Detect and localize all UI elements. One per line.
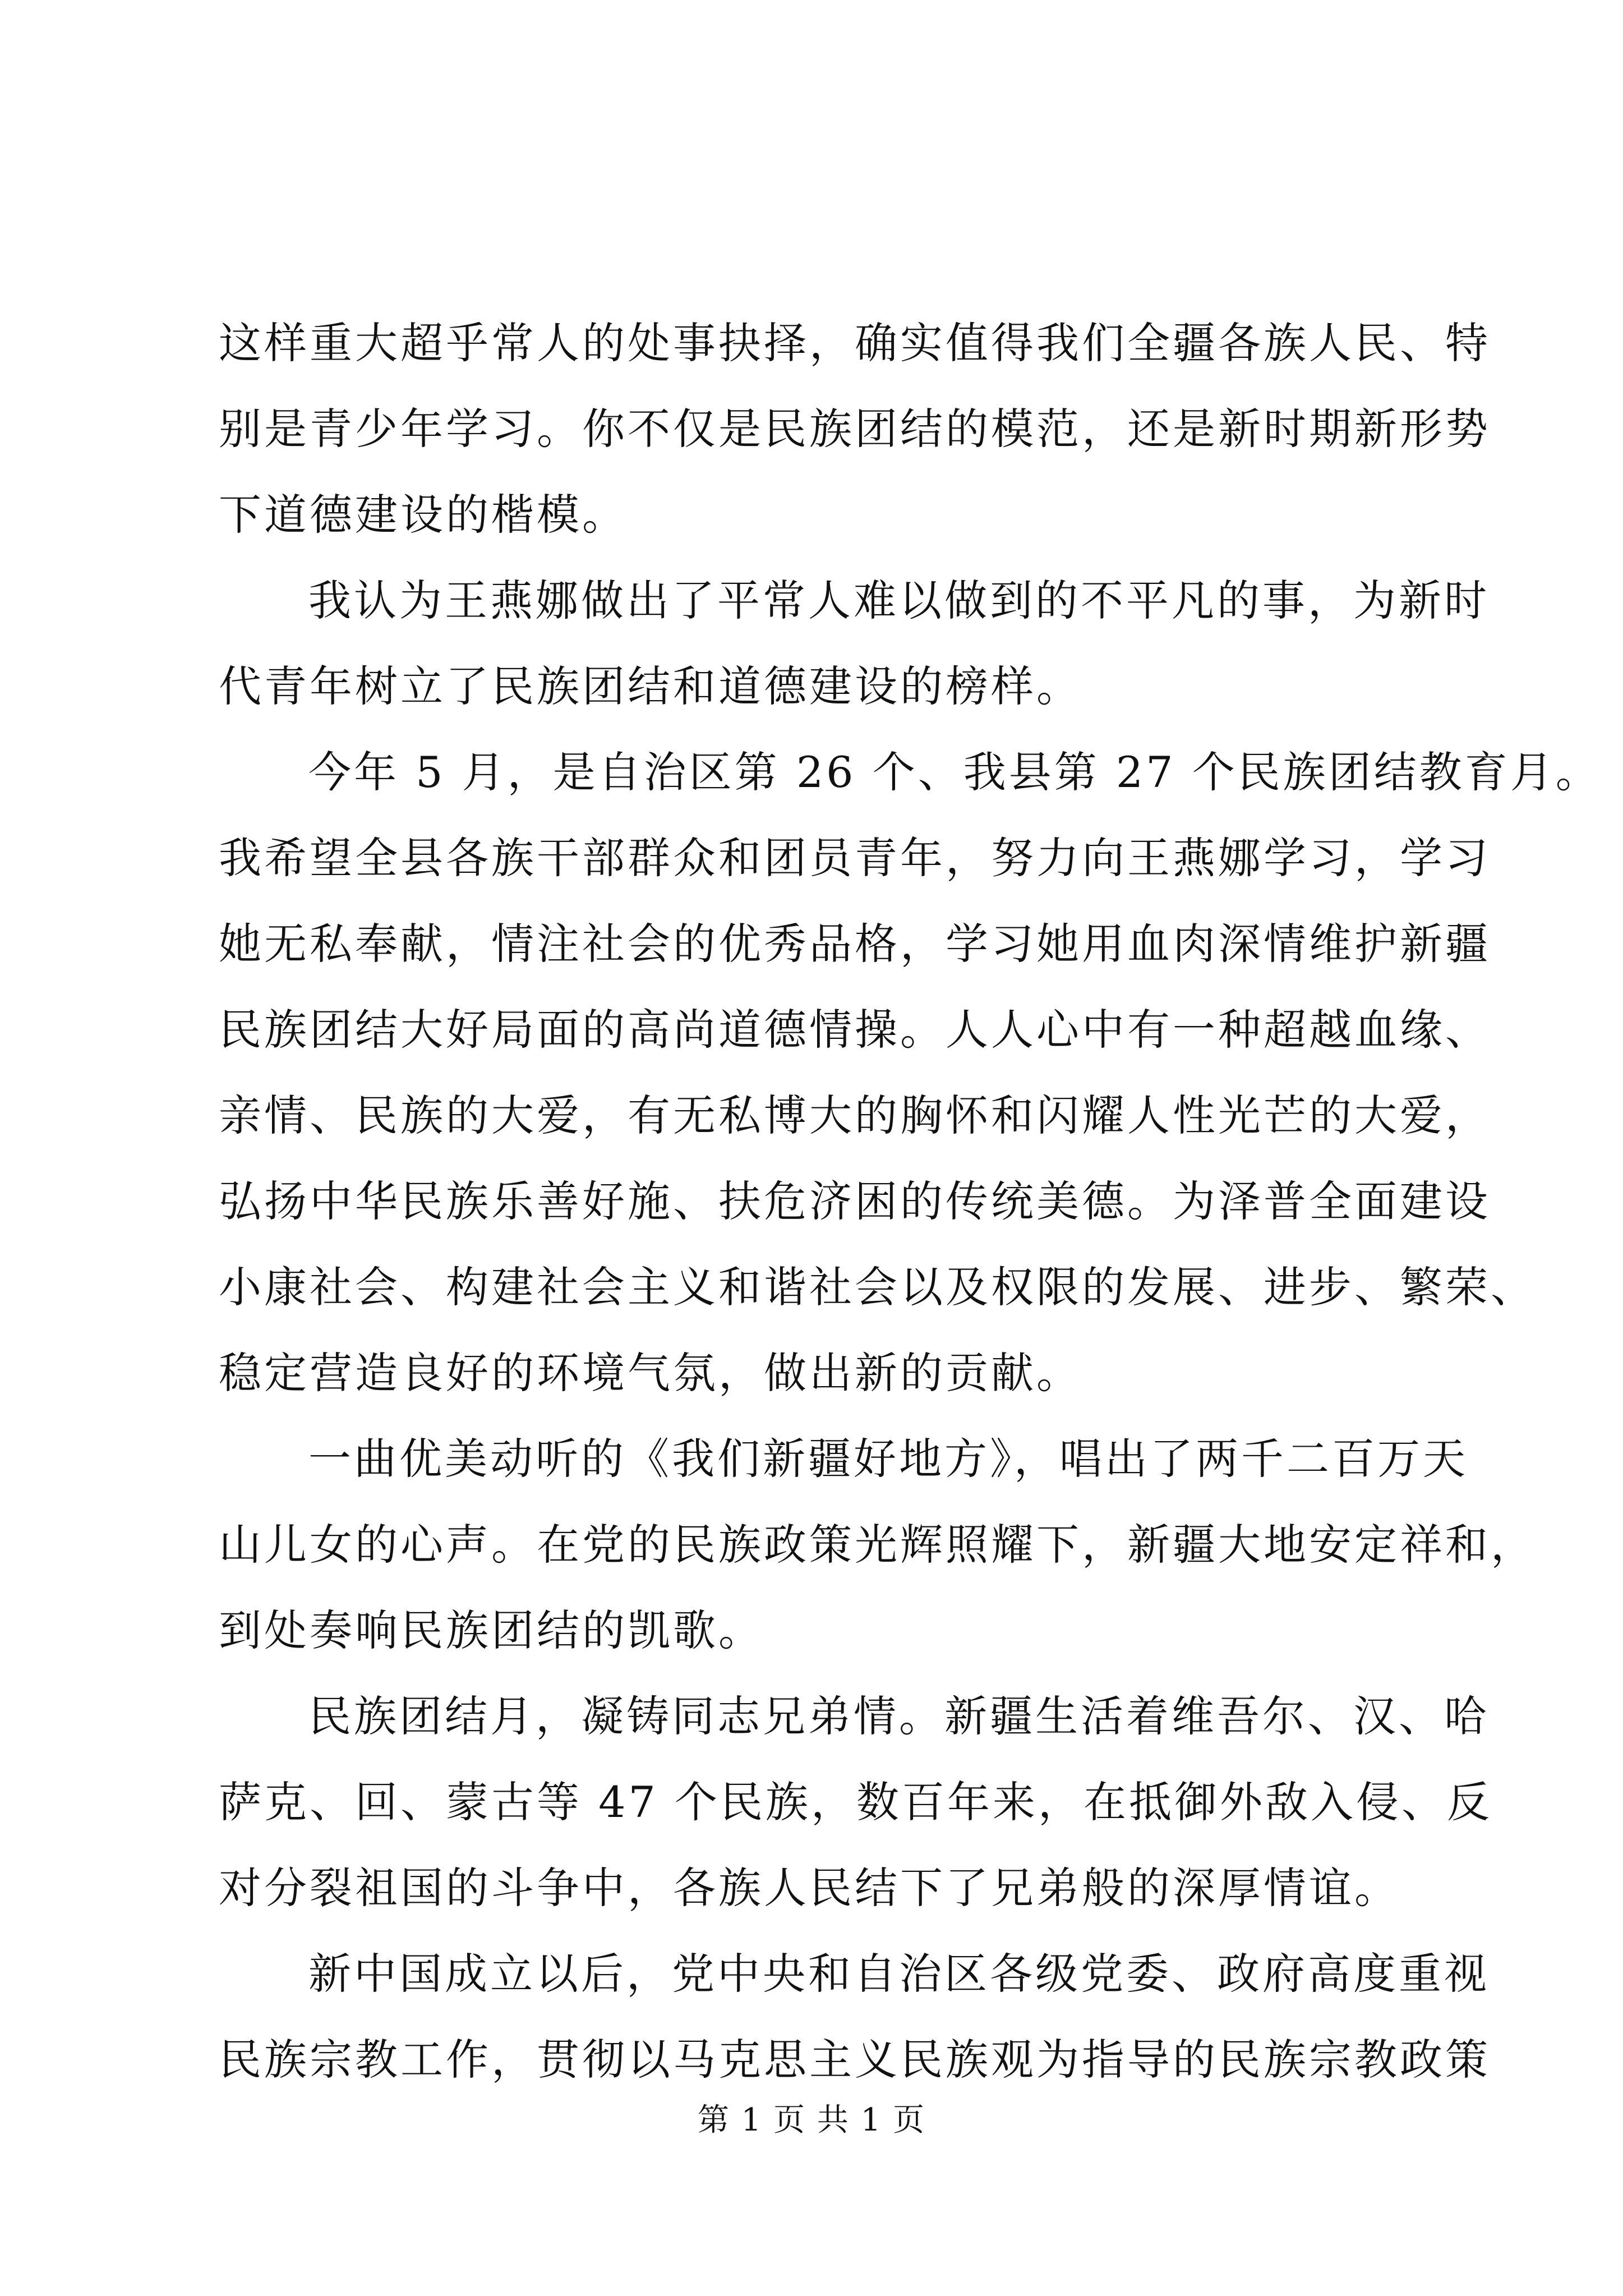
text-line: 这样重大超乎常人的处事抉择，确实值得我们全疆各族人民、特 (219, 318, 1491, 368)
paragraph-first-line: 一曲优美动听的《我们新疆好地方》，唱出了两千二百万天 (308, 1434, 1468, 1484)
text-line: 对分裂祖国的斗争中，各族人民结下了兄弟般的深厚情谊。 (219, 1863, 1400, 1913)
text-line: 稳定营造良好的环境气氛，做出新的贡献。 (219, 1348, 1082, 1398)
text-line: 代青年树立了民族团结和道德建设的榜样。 (219, 661, 1082, 711)
text-line: 她无私奉献，情注社会的优秀品格，学习她用血肉深情维护新疆 (219, 919, 1491, 969)
text-line: 别是青少年学习。你不仅是民族团结的模范，还是新时期新形势 (219, 404, 1491, 454)
text-line: 山儿女的心声。在党的民族政策光辉照耀下，新疆大地安定祥和， (219, 1520, 1536, 1570)
paragraph-first-line: 新中国成立以后，党中央和自治区各级党委、政府高度重视 (308, 1949, 1490, 1999)
paragraph-first-line: 民族团结月，凝铸同志兄弟情。新疆生活着维吾尔、汉、哈 (308, 1691, 1490, 1741)
paragraph-first-line: 我认为王燕娜做出了平常人难以做到的不平凡的事，为新时 (308, 576, 1490, 625)
text-line: 亲情、民族的大爱，有无私博大的胸怀和闪耀人性光芒的大爱， (219, 1091, 1491, 1140)
text-line: 下道德建设的楷模。 (219, 490, 628, 540)
text-line: 民族团结大好局面的高尚道德情操。人人心中有一种超越血缘、 (219, 1005, 1491, 1055)
text-line: 小康社会、构建社会主义和谐社会以及权限的发展、进步、繁荣、 (219, 1262, 1536, 1312)
document-body (219, 300, 1601, 2102)
text-line: 我希望全县各族干部群众和团员青年，努力向王燕娜学习，学习 (219, 833, 1491, 883)
text-line: 弘扬中华民族乐善好施、扶危济困的传统美德。为泽普全面建设 (219, 1176, 1491, 1226)
text-line: 萨克、回、蒙古等 47 个民族，数百年来，在抵御外敌入侵、反 (219, 1777, 1493, 1827)
text-line: 到处奏响民族团结的凯歌。 (219, 1605, 764, 1655)
page-footer: 第 1 页 共 1 页 (697, 2102, 926, 2138)
text-line: 民族宗教工作，贯彻以马克思主义民族观为指导的民族宗教政策 (219, 2035, 1491, 2085)
paragraph-first-line: 今年 5 月，是自治区第 26 个、我县第 27 个民族团结教育月。 (308, 747, 1601, 797)
